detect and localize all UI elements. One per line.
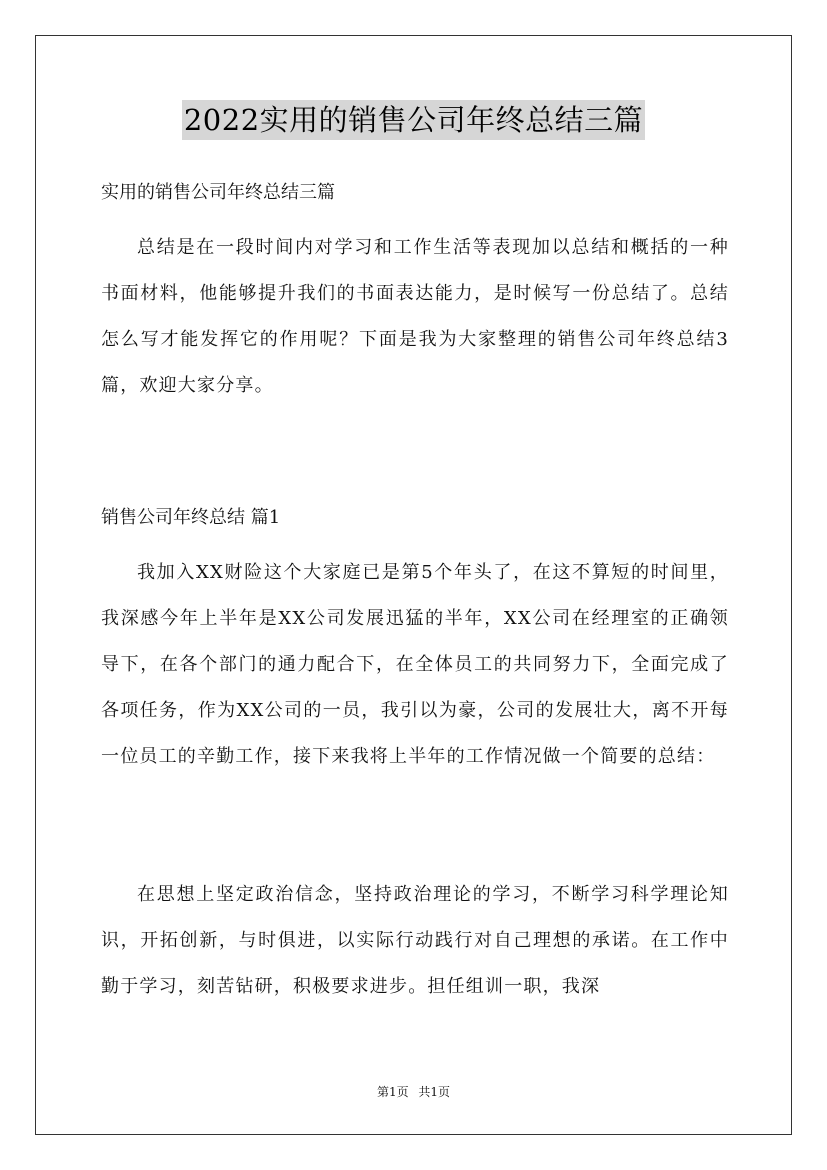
document-subtitle: 实用的销售公司年终总结三篇	[101, 182, 335, 203]
intro-paragraph: 总结是在一段时间内对学习和工作生活等表现加以总结和概括的一种书面材料，他能够提升我们的书面表达能力，是时候写一份总结了。总结怎么写才能发挥它的作用呢？下面是我为大家整理的销售公司年终总结3篇，欢迎大家分享。	[101, 237, 729, 396]
body-paragraph-2: 在思想上坚定政治信念，坚持政治理论的学习，不断学习科学理论知识，开拓创新，与时俱进，以实际行动践行对自己理想的承诺。在工作中勤于学习，刻苦钻研，积极要求进步。担任组训一职，我深	[101, 884, 729, 997]
body-paragraph-1: 我加入XX财险这个大家庭已是第5个年头了，在这不算短的时间里，我深感今年上半年是XX公司发展迅猛的半年，XX公司在经理室的正确领导下，在各个部门的通力配合下，在全体员工的共同努力下，全面完成了各项任务，作为XX公司的一员，我引以为豪，公司的发展壮大，离不开每一位员工的辛勤工作，接下来我将上半年的工作情况做一个简要的总结：	[101, 562, 729, 767]
title-container	[0, 100, 827, 140]
page-footer	[0, 1083, 827, 1101]
document-title: 2022实用的销售公司年终总结三篇	[182, 100, 645, 140]
section-heading: 销售公司年终总结 篇1	[101, 507, 281, 528]
page-number: 第1页	[376, 1085, 409, 1099]
page-total: 共1页	[418, 1085, 451, 1099]
